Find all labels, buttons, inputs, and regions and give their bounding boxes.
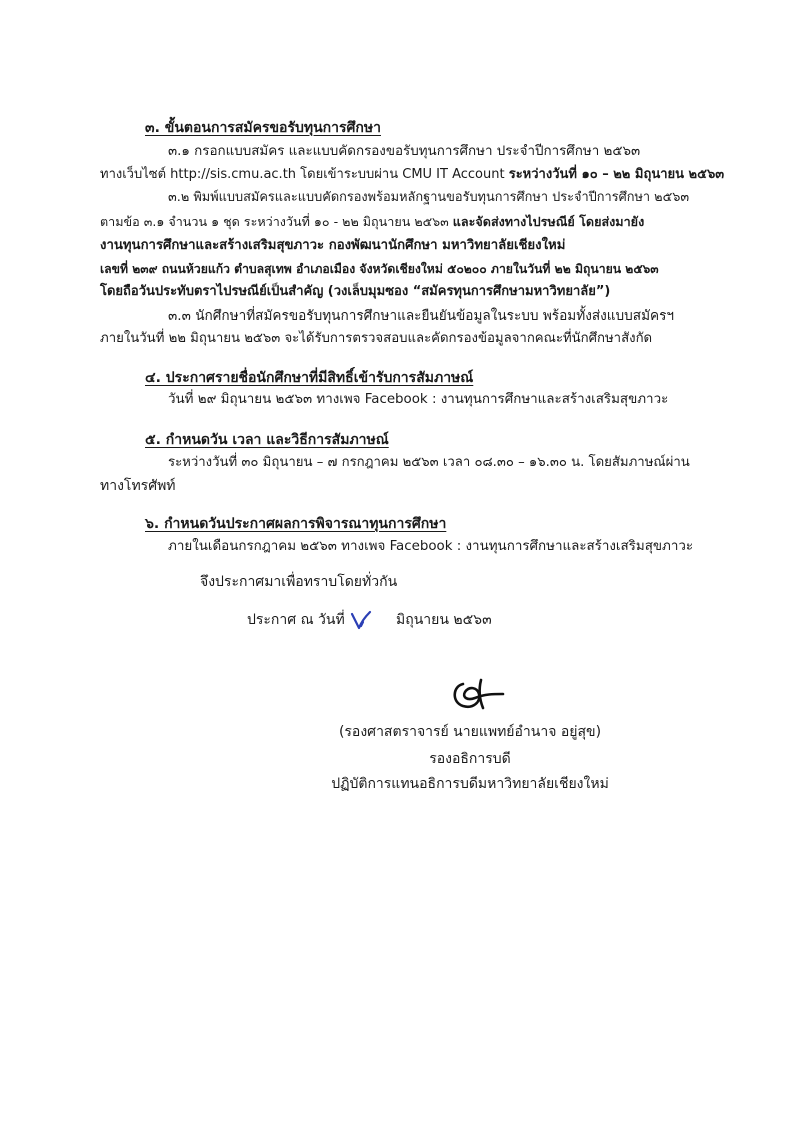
section3-2-line2: [100, 212, 644, 232]
section5-heading: ๕. กำหนดวัน เวลา และวิธีการสัมภาษณ์: [145, 432, 389, 448]
announcement-date-prefix: ประกาศ ณ วันที่: [247, 612, 345, 628]
section3-1-line1: ๓.๑ กรอกแบบสมัคร และแบบคัดกรองขอรับทุนการศึกษา ประจำปีการศึกษา ๒๕๖๓: [168, 144, 641, 159]
signatory-acting-position: ปฏิบัติการแทนอธิการบดีมหาวิทยาลัยเชียงใหม่: [331, 776, 609, 792]
section3-2-line3: งานทุนการศึกษาและสร้างเสริมสุขภาวะ กองพัฒนานักศึกษา มหาวิทยาลัยเชียงใหม่: [100, 238, 566, 253]
section3-1-website-text: ทางเว็บไซต์ http://sis.cmu.ac.th โดยเข้าระบบผ่าน CMU IT Account: [100, 167, 509, 182]
signatory-position: รองอธิการบดี: [429, 751, 511, 767]
handwritten-date-mark: [349, 608, 373, 632]
section5-line1: ระหว่างวันที่ ๓๐ มิถุนายน – ๗ กรกฎาคม ๒๕๖๓ เวลา ๐๘.๓๐ – ๑๖.๓๐ น. โดยสัมภาษณ์ผ่าน: [168, 455, 690, 470]
section3-2-line4: เลขที่ ๒๓๙ ถนนห้วยแก้ว ตำบลสุเทพ อำเภอเมือง จังหวัดเชียงใหม่ ๕๐๒๐๐ ภายในวันที่ ๒๒ มิถุนายน ๒๕๖๓: [100, 262, 659, 276]
section3-1-line2: [100, 165, 724, 185]
section3-heading: ๓. ขั้นตอนการสมัครขอรับทุนการศึกษา: [145, 120, 381, 136]
section6-heading: ๖. กำหนดวันประกาศผลการพิจารณาทุนการศึกษา: [145, 516, 447, 532]
section3-2-line1: ๓.๒ พิมพ์แบบสมัครและแบบคัดกรองพร้อมหลักฐานขอรับทุนการศึกษา ประจำปีการศึกษา ๒๕๖๓: [168, 190, 690, 205]
section4-heading: ๔. ประกาศรายชื่อนักศึกษาที่มีสิทธิ์เข้ารับการสัมภาษณ์: [145, 370, 474, 386]
handwritten-signature: [445, 672, 505, 712]
section3-2-period: ตามข้อ ๓.๑ จำนวน ๑ ชุด ระหว่างวันที่ ๑๐ - ๒๒ มิถุนายน ๒๕๖๓: [100, 214, 453, 229]
signatory-name: (รองศาสตราจารย์ นายแพทย์อำนาจ อยู่สุข): [338, 724, 602, 740]
section3-2-line5: โดยถือวันประทับตราไปรษณีย์เป็นสำคัญ (วงเล็บมุมซอง “สมัครทุนการศึกษามหาวิทยาลัย”): [100, 284, 611, 299]
section3-3-line2: ภายในวันที่ ๒๒ มิถุนายน ๒๕๖๓ จะได้รับการตรวจสอบและคัดกรองข้อมูลจากคณะที่นักศึกษาสังกัด: [100, 331, 653, 346]
section5-line2: ทางโทรศัพท์: [100, 478, 176, 494]
section3-2-mail-instruction: และจัดส่งทางไปรษณีย์ โดยส่งมายัง: [452, 214, 645, 229]
section6-line1: ภายในเดือนกรกฎาคม ๒๕๖๓ ทางเพจ Facebook : งานทุนการศึกษาและสร้างเสริมสุขภาวะ: [168, 539, 694, 554]
section4-line1: วันที่ ๒๙ มิถุนายน ๒๕๖๓ ทางเพจ Facebook : งานทุนการศึกษาและสร้างเสริมสุขภาวะ: [168, 392, 669, 407]
announcement-closing: จึงประกาศมาเพื่อทราบโดยทั่วกัน: [200, 574, 398, 590]
section3-1-period: ระหว่างวันที่ ๑๐ – ๒๒ มิถุนายน ๒๕๖๓: [508, 167, 725, 182]
announcement-date-suffix: มิถุนายน ๒๕๖๓: [396, 612, 492, 628]
section3-3-line1: ๓.๓ นักศึกษาที่สมัครขอรับทุนการศึกษาและยืนยันข้อมูลในระบบ พร้อมทั้งส่งแบบสมัครฯ: [168, 308, 675, 324]
